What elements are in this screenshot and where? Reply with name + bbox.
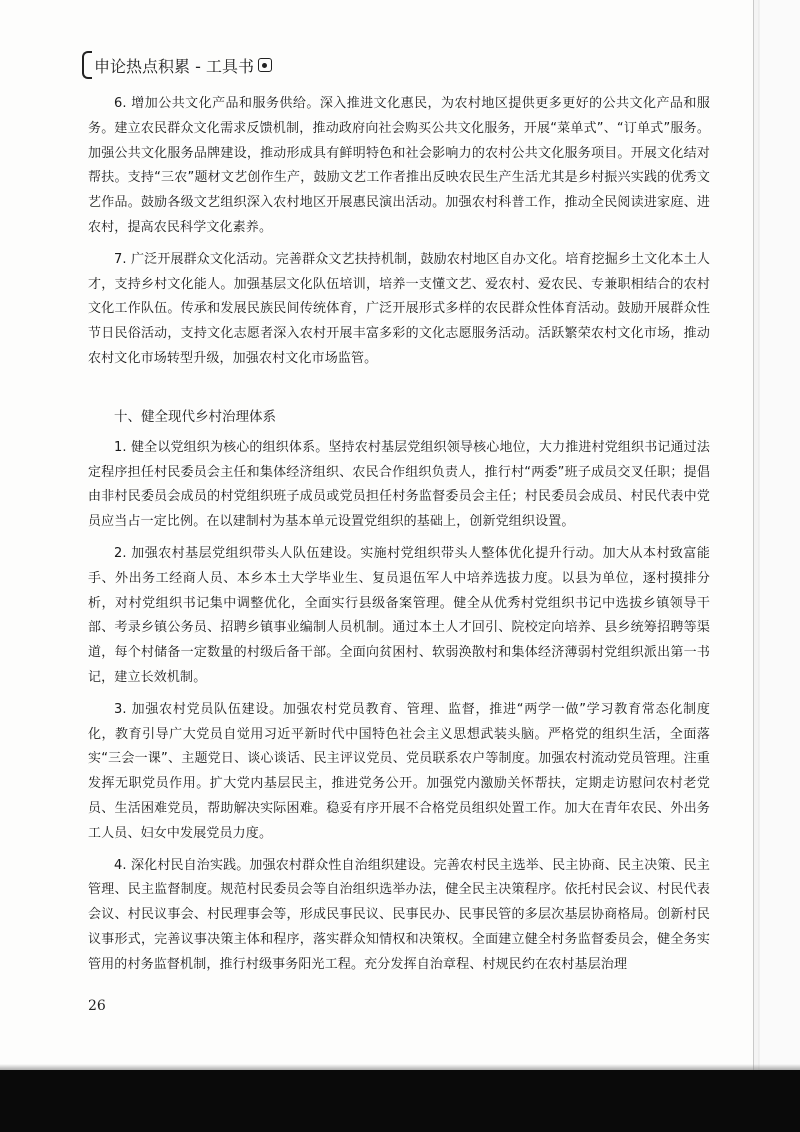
page-number: 26 [88,998,106,1014]
paragraph-2: 2. 加强农村基层党组织带头人队伍建设。实施村党组织带头人整体优化提升行动。加大从本村致富能手、外出务工经商人员、本乡本土大学毕业生、复员退伍军人中培养选拔力度。以县为单位，逐村摸排分析，对村党组织书记集中调整优化，全面实行县级备案管理。健全从优秀村党组织书记中选拔乡镇领导干部、考录乡镇公务员、招聘乡镇事业编制人员机制。通过本土人才回引、院校定向培养、县乡统筹招聘等渠道，每个村储备一定数量的村级后备干部。全面向贫困村、软弱涣散村和集体经济薄弱村党组织派出第一书记，建立长效机制。 [88,545,710,685]
running-header [82,52,272,78]
header-title: 申论热点积累 - 工具书 [94,56,254,76]
body-text [88,92,710,985]
scan-bottom-band [0,1070,800,1132]
paragraph-7: 7. 广泛开展群众文化活动。完善群众文艺扶持机制，鼓励农村地区自办文化。培育挖掘乡土文化本土人才，支持乡村文化能人。加强基层文化队伍培训，培养一支懂文艺、爱农村、爱农民、专兼职相结合的农村文化工作队伍。传承和发展民族民间传统体育，广泛开展形式多样的农民群众性体育活动。鼓励开展群众性节日民俗活动，支持文化志愿者深入农村开展丰富多彩的文化志愿服务活动。活跃繁荣农村文化市场，推动农村文化市场转型升级，加强农村文化市场监管。 [88,251,710,366]
paragraph-1: 1. 健全以党组织为核心的组织体系。坚持农村基层党组织领导核心地位，大力推进村党组织书记通过法定程序担任村民委员会主任和集体经济组织、农民合作组织负责人，推行村“两委”班子成员交叉任职；提倡由非村民委员会成员的村党组织班子成员或党员担任村务监督委员会主任；村民委员会成员、村民代表中党员应当占一定比例。在以建制村为基本单元设置党组织的基础上，创新党组织设置。 [88,439,710,530]
book-mark-icon [258,58,272,72]
paragraph-6: 6. 增加公共文化产品和服务供给。深入推进文化惠民，为农村地区提供更多更好的公共文化产品和服务。建立农民群众文化需求反馈机制，推动政府向社会购买公共文化服务，开展“菜单式”、“订单式”服务。加强公共文化服务品牌建设，推动形成具有鲜明特色和社会影响力的农村公共文化服务项目。开展文化结对帮扶。支持“三农”题材文艺创作生产，鼓励文艺工作者推出反映农民生产生活尤其是乡村振兴实践的优秀文艺作品。鼓励各级文艺组织深入农村地区开展惠民演出活动。加强农村科普工作，推动全民阅读进家庭、进农村，提高农民科学文化素养。 [88,96,710,235]
section-title: 十、健全现代乡村治理体系 [114,408,276,425]
scan-edge-shadow [753,0,800,1070]
paragraph-3: 3. 加强农村党员队伍建设。加强农村党员教育、管理、监督，推进“两学一做”学习教育常态化制度化，教育引导广大党员自觉用习近平新时代中国特色社会主义思想武装头脑。严格党的组织生活，全面落实“三会一课”、主题党日、谈心谈话、民主评议党员、党员联系农户等制度。加强农村流动党员管理。注重发挥无职党员作用。扩大党内基层民主，推进党务公开。加强党内激励关怀帮扶，定期走访慰问农村老党员、生活困难党员，帮助解决实际困难。稳妥有序开展不合格党员组织处置工作。加大在青年农民、外出务工人员、妇女中发展党员力度。 [88,701,710,841]
header-bracket-icon [82,51,92,79]
paragraph-4: 4. 深化村民自治实践。加强农村群众性自治组织建设。完善农村民主选举、民主协商、民主决策、民主管理、民主监督制度。规范村民委员会等自治组织选举办法，健全民主决策程序。依托村民会议、村民代表会议、村民议事会、村民理事会等，形成民事民议、民事民办、民事民管的多层次基层协商格局。创新村民议事形式，完善议事决策主体和程序，落实群众知情权和决策权。全面建立健全村务监督委员会，健全务实管用的村务监督机制，推行村级事务阳光工程。充分发挥自治章程、村规民约在农村基层治理 [88,857,710,972]
